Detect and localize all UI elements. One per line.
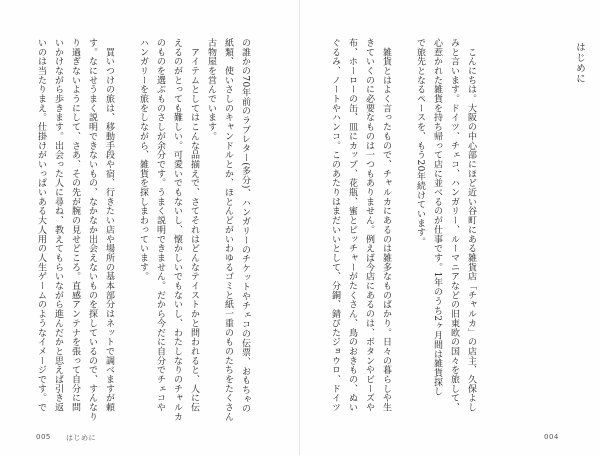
text-line: す。なにせうまく説明できないもの、なかなか出会えないものを探しているので、すんなり: [87, 38, 97, 422]
text-line: の誰かの70年前のラブレター(多分)、ハンガリーのチケットやチェコの伝票、おもちゃの: [240, 38, 250, 414]
page-number-left: 005: [36, 433, 51, 441]
chapter-heading: はじめに: [574, 42, 585, 84]
text-line: きていくのに必要なものは一つもありません。例えば今店にあるのは、ボタンやビーズや: [364, 38, 374, 412]
text-line: のものを選ぶものさしが余分です。うまく説明できません。だから今だに自分でチェコや: [155, 38, 165, 412]
running-title: はじめに: [66, 434, 96, 442]
text-line: 心惹かれた雑貨を持ち帰って店に並べるのが仕事です。1年のうち2ヶ月間は雑貨探し: [432, 38, 442, 397]
text-line: えるのがとっても難しい。可愛いでもないし、懐かしいでもないし、わたしなりのチャルカ: [172, 38, 182, 422]
right-page: [300, 0, 600, 455]
page-number-right: 004: [544, 433, 559, 441]
text-line: いのは当たりまえ。仕掛けがいっぱいある大人用の人生ゲームのようなイメージです。で: [36, 38, 46, 412]
text-line: アイテムとしてはこんな品揃えで、さてそれはどんなテイストかと問われると、人に伝: [189, 38, 199, 412]
text-line: いかけながら歩きます。出会った人に尋ね、教えてもらいながら進んだかと思えば引き返: [53, 38, 63, 412]
text-line: 雑貨とはよく言ったもので、チャルカにあるのは雑多なものばかり。日々の暮らしや生: [381, 38, 391, 412]
text-line: 布、ホーローの缶、皿にカップ、花瓶、蜜とピッチャーがたくさん、鳥のおきもの、ぬい: [347, 38, 357, 412]
text-line: ぐるみ、ノートやハンコ。このあたりはまだいいとして、分銅、錆びたジョウロ、ドイツ: [330, 38, 340, 412]
text-line: ハンガリーを旅をしながら、雑貨を探しまわっています。: [138, 38, 148, 282]
text-line: こんにちは。大阪の中心部にほど近い谷町にある雑貨店「チャルカ」の店主、久保よし: [466, 38, 476, 412]
text-line: 紙類、使いさしのキャンドルとか、ほとんどがいわゆるゴミと紙一重のものたちをたくさん: [223, 38, 233, 422]
text-line: みと言います。ドイツ、チェコ、ハンガリー、ルーマニアなどの旧東欧の国々を旅して、: [449, 38, 459, 412]
text-line: 買いつけの旅は、移動手段や宿、行きたい店や場所の基本部分はネットで調べますが頼: [104, 38, 114, 412]
text-line: 古物屋を営んでいます。: [206, 38, 216, 141]
text-line: で旅先となるペースを、もう20年続けています。: [415, 38, 425, 247]
text-line: り過ぎないようにして、さあ、その先が腕の見せどころ。直感アンテナを張って自分に問: [70, 38, 80, 412]
